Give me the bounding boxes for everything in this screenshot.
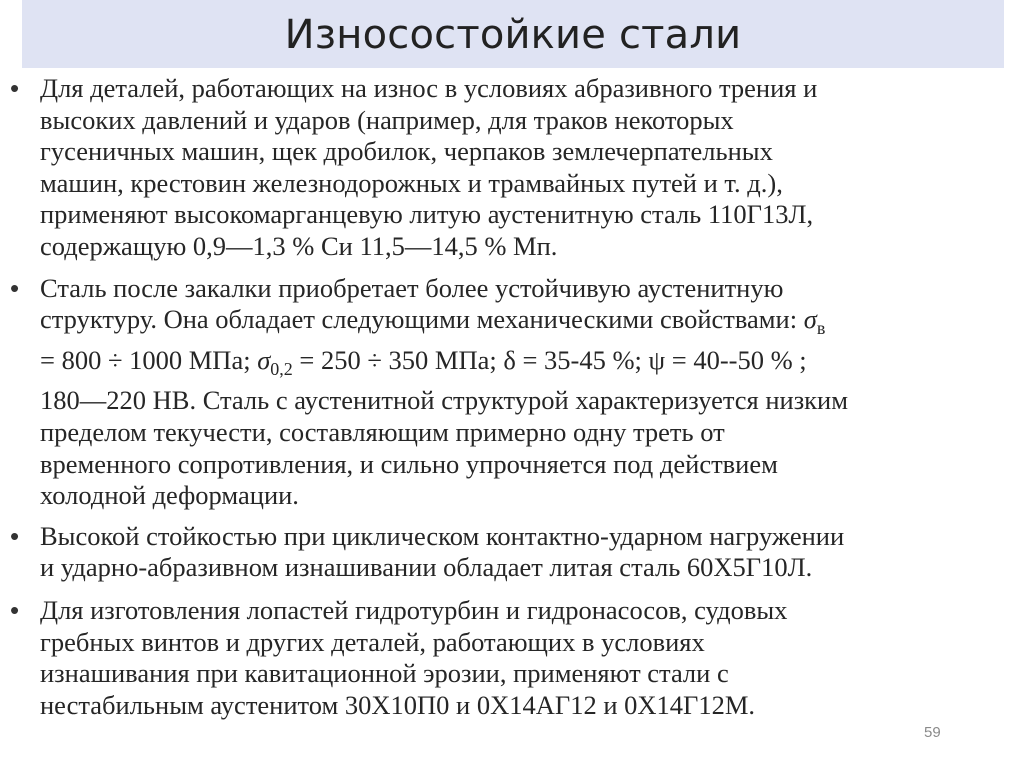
text-fragment: = 250 ÷ 350 МПа; δ = 35-45 %; ψ = 40--50 % ; bbox=[292, 344, 807, 375]
bullet-marker: • bbox=[10, 520, 20, 551]
bullet-marker: • bbox=[10, 272, 20, 303]
bullet-item-2 bbox=[8, 273, 1008, 512]
text-line: высоких давлений и ударов (например, для траков некоторых bbox=[40, 104, 734, 135]
text-fragment: структуру. Она обладает следующими механическими свойствами: bbox=[40, 304, 804, 335]
text-line: нестабильным аустенитом 30Х10П0 и 0Х14АГ12 и 0Х14Г12М. bbox=[40, 689, 756, 720]
bullet-text-3 bbox=[40, 521, 1008, 584]
sigma-02-subscript: 0,2 bbox=[270, 358, 293, 379]
bullet-item-1 bbox=[8, 73, 1008, 263]
text-line: и ударно-абразивном изнашивании обладает литая сталь 60Х5Г10Л. bbox=[40, 552, 813, 583]
bullet-text-4 bbox=[40, 595, 1008, 721]
slide-title: Износостойкие стали bbox=[284, 12, 742, 58]
bullet-text-2 bbox=[40, 273, 1008, 512]
text-line-with-sigma-b bbox=[40, 304, 1008, 345]
sigma-b-subscript: в bbox=[816, 318, 826, 339]
text-line: Для деталей, работающих на износ в условиях абразивного трения и bbox=[40, 73, 818, 103]
text-line: Для изготовления лопастей гидротурбин и гидронасосов, судовых bbox=[40, 594, 788, 625]
text-line: гусеничных машин, щек дробилок, черпаков землечерпательных bbox=[40, 136, 773, 167]
text-fragment: = 800 ÷ 1000 МПа; bbox=[40, 344, 258, 375]
text-line: пределом текучести, составляющим примерно одну треть от bbox=[40, 416, 725, 447]
bullet-item-3 bbox=[8, 521, 1008, 584]
sigma-symbol: σ bbox=[257, 344, 271, 375]
slide-body bbox=[8, 73, 1008, 721]
bullet-marker: • bbox=[10, 73, 20, 103]
text-line: Высокой стойкостью при циклическом контактно-ударном нагружении bbox=[40, 520, 845, 551]
slide-page-number: 59 bbox=[924, 724, 941, 741]
bullet-marker: • bbox=[10, 594, 20, 625]
text-line: применяют высокомарганцевую литую аустенитную сталь 110Г13Л, bbox=[40, 199, 814, 230]
bullet-text-1 bbox=[40, 73, 1008, 263]
text-line: холодной деформации. bbox=[40, 480, 299, 511]
bullet-item-4 bbox=[8, 595, 1008, 721]
text-line: гребных винтов и других деталей, работающих в условиях bbox=[40, 626, 705, 657]
text-line-with-sigma-02 bbox=[40, 345, 1008, 386]
text-line: Сталь после закалки приобретает более устойчивую аустенитную bbox=[40, 272, 784, 303]
text-line: машин, крестовин железнодорожных и трамвайных путей и т. д.), bbox=[40, 167, 783, 198]
text-line: изнашивания при кавитационной эрозии, применяют стали с bbox=[40, 658, 729, 689]
text-line: 180—220 НВ. Сталь с аустенитной структурой характеризуется низким bbox=[40, 385, 849, 416]
text-line: содержащую 0,9—1,3 % Си 11,5—14,5 % Мп. bbox=[40, 230, 558, 261]
text-line: временного сопротивления, и сильно упрочняется под действием bbox=[40, 448, 778, 479]
sigma-symbol: σ bbox=[803, 304, 817, 335]
slide-title-bar bbox=[22, 0, 1004, 68]
